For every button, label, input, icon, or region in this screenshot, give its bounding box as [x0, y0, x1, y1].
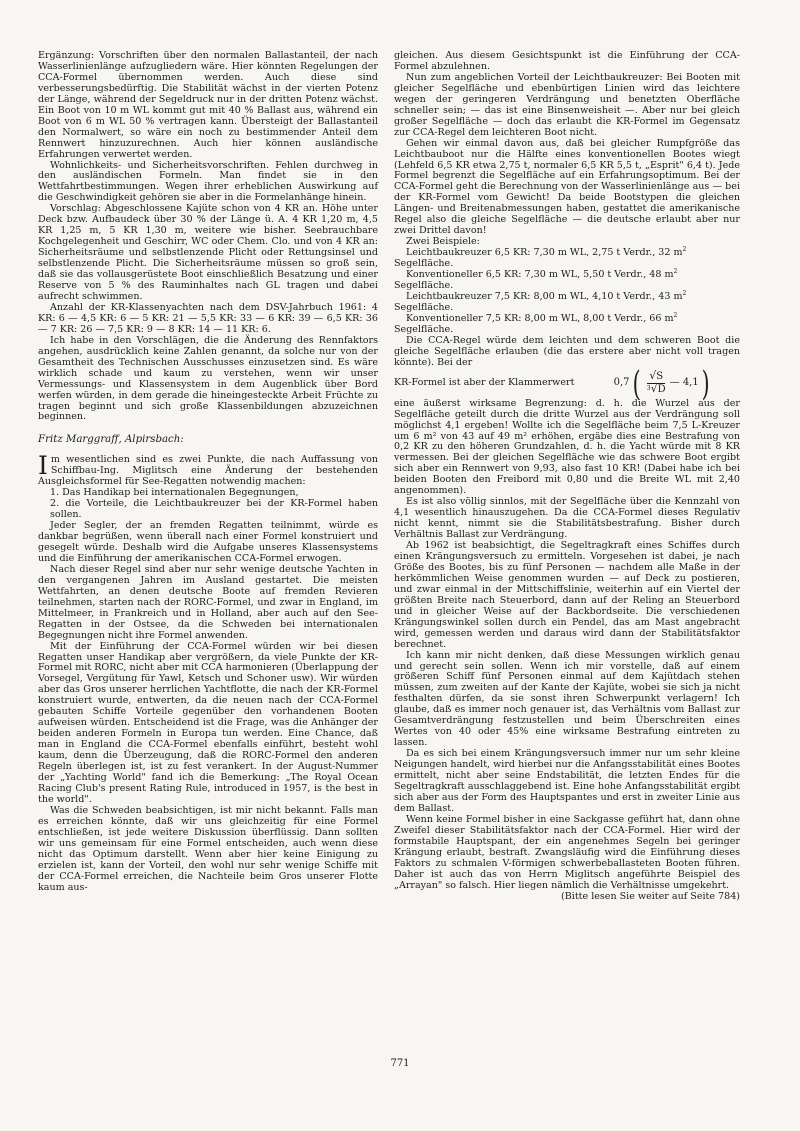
list-item-2: 2. die Vorteile, die Leichtbaukreuzer bei der KR-Formel haben sollen.	[50, 498, 378, 521]
example-4-tail: Segelfläche.	[394, 323, 454, 335]
example-3-tail: Segelfläche.	[394, 301, 454, 313]
paragraph-intro-text: m wesentlichen sind es zwei Punkte, die nach Auffassung von Schiffbau-Ing. Miglitsch eine Änderung der bestehenden Ausgleichsformel für See-Regatten notwendig machen:	[38, 454, 378, 488]
paragraph-messungen: Ich kann mir nicht denken, daß diese Messungen wirklich genau und gerecht sein sollen. Wenn ich mir vorstelle, daß auf einem größeren Schiff fünf Personen einmal auf dem Kajütdach stehen müssen, zum zweiten auf der Kante der Kajüte, wobei sie sich ja nicht festhalten dürfen, da sie sonst ihren Schwerpunkt verlagern! Ich glaube, daß es immer noch genauer ist, das Verhältnis vom Ballast zur Gesamtverdrängung festzustellen und beim Überschreiten eines Wertes von 40 oder 45% eine wirksame Bestrafung eintreten zu lassen.	[394, 649, 740, 749]
formula-right-paren: )	[701, 363, 710, 404]
paragraph-leichtbau: Nun zum angeblichen Vorteil der Leichtbaukreuzer: Bei Booten mit gleicher Segelfläche und ebenbürtigen Linien wird das leichtere wegen der geringeren Verdrängung und benetzten Oberfläche schneller sein; — das ist eine Binsenweisheit —. Aber nur bei gleich großer Segelfläche — doch das erlaubt die KR-Formel im Gegensatz zur CCA-Regel dem leichteren Boot nicht.	[394, 71, 740, 138]
formula-denominator: $^3$√D	[646, 382, 666, 396]
example-3: Leichtbaukreuzer 7,5 KR: 8,00 m WL, 4,10 t Verdr., 43 $m^2$	[406, 289, 687, 302]
paragraph-wohnlichkeit: Wohnlichkeits- und Sicherheitsvorschriften. Fehlen durchweg in den ausländischen Formeln. Man findet sie in den Wettfahrtbestimmungen. Wegen ihrer erheblichen Auswirkung auf die Geschwindigkeit gehören sie aber in die Formelanhänge hinein.	[38, 159, 378, 204]
paragraph-cca-einfuehrung: Mit der Einführung der CCA-Formel würden wir bei diesen Regatten unser Handikap aber vergrößern, da viele Punkte der KR-Formel mit RORC, nicht aber mit CCA harmonieren (Überlappung der Vorsegel, Vergütung für Yawl, Ketsch und Schoner usw). Wir würden aber das Gros unserer herrlichen Yachtflotte, die nach der KR-Formel konstruiert wurde, entwerten, da die neuen nach der CCA-Formel gebauten Schiffe Vorteile gegenüber den vorhandenen Booten aufweisen würden. Entscheidend ist die Frage, was die Anhänger der beiden anderen Formeln in Europa tun werden. Eine Chance, daß man in England die CCA-Formel ebenfalls einführt, besteht wohl kaum, denn die Überzeugung, daß die RORC-Formel den anderen Regeln überlegen ist, ist zu fest verankert. In der August-Nummer der „Yachting World" fand ich die Bemerkung: „The Royal Ocean Racing Club's present Rating Rule, introduced in 1957, is the best in the world".	[38, 640, 378, 805]
paragraph-beispiele: Zwei Beispiele:	[406, 236, 480, 248]
example-2: Konventioneller 6,5 KR: 7,30 m WL, 5,50 t Verdr., 48 $m^2$	[406, 267, 678, 281]
list-item-1: 1. Das Handikap bei internationalen Begegnungen,	[50, 487, 299, 499]
left-column	[38, 51, 378, 893]
klammerwert-formula	[613, 363, 712, 404]
dropcap-letter: I	[38, 451, 48, 481]
formula-line	[394, 363, 740, 404]
paragraph-vorschlag: Vorschlag: Abgeschlossene Kajüte schon von 4 KR an. Höhe unter Deck bzw. Aufbaudeck über 30 % der Länge ü. A. 4 KR 1,20 m, 4,5 KR 1,25 m, 5 KR 1,30 m, weitere wie bisher. Seebrauchbare Kochgelegenheit und Geschirr, WC oder Chem. Clo. und von 4 KR an: Sicherheitsräume und selbstlenzende Plicht oder Rettungsinsel und selbstlenzende Plicht. Die Sicherheitsräume müssen so groß sein, daß sie das vollausgerüstete Boot einschließlich Besatzung und einer Reserve von 5 % des Rauminhaltes nach GL tragen und dabei aufrecht schwimmen.	[38, 203, 378, 302]
formula-fraction	[645, 371, 668, 396]
paragraph-regel: Nach dieser Regel sind aber nur sehr wenige deutsche Yachten in den vergangenen Jahren im Ausland gestartet. Die meisten Wettfahrten, an denen deutsche Boote auf fremden Revieren teilnehmen, starten nach der RORC-Formel, und zwar in England, im Mittelmeer, in Frankreich und in Holland, aber auch auf den See-Regatten in der Ostsee, da die Schweden bei internationalen Begegnungen nicht ihre Formel anwenden.	[38, 563, 378, 641]
paragraph-anzahl: Anzahl der KR-Klassenyachten nach dem DSV-Jahrbuch 1961: 4 KR: 6 — 4,5 KR: 6 — 5 KR: 21 — 5,5 KR: 33 — 6 KR: 39 — 6,5 KR: 36 — 7 KR: 26 — 7,5 KR: 9 — 8 KR: 14 — 11 KR: 6.	[38, 301, 378, 335]
formula-left-paren: (	[632, 363, 641, 404]
formula-coefficient: 0,7	[613, 377, 630, 389]
paragraph-begrenzung: eine äußerst wirksame Begrenzung: d. h. die Wurzel aus der Segelfläche geteilt durch die dritte Wurzel aus der Verdrängung soll möglichst 4,1 ergeben! Wollte ich die Segelfläche beim 7,5 L-Kreuzer um 6 m² von 43 auf 49 m² erhöhen, ergäbe dies eine Bestrafung von 0,2 KR zu den höheren Grundzahlen, d. h. die Yacht würde mit 8 KR vermessen. Bei der gleichen Segelfläche wie das schwere Boot ergibt sich aber ein Rennwert von 9,93, also fast 10 KR! (Dabei habe ich bei beiden Booten den Freibord mit 0,80 und die Breite WL mit 2,40 angenommen).	[394, 397, 740, 497]
paragraph-schweden: Was die Schweden beabsichtigen, ist mir nicht bekannt. Falls man es erreichen könnte, daß wir uns gleichzeitig für eine Formel entschließen, ist jede weitere Diskussion überflüssig. Dann sollten wir uns gemeinsam für eine Formel entscheiden, auch wenn diese nicht das Optimum darstellt. Wenn aber hier keine Einigung zu erzielen ist, kann der Vorteil, den wohl nur sehr wenige Schiffe mit der CCA-Formel erreichen, die Nachteile beim Gros unserer Flotte kaum aus-	[38, 804, 378, 893]
page-number: 771	[390, 1058, 410, 1069]
paragraph-rumpfgroesse: Gehen wir einmal davon aus, daß bei gleicher Rumpfgröße das Leichtbauboot nur die Hälfte eines konventionellen Bootes wiegt (Lehfeld 6,5 KR etwa 2,75 t, normaler 6,5 KR 5,5 t, „Esprit" 6,4 t). Jede Formel begrenzt die Segelfläche auf ein Erfahrungsoptimum. Bei der CCA-Formel geht die Berechnung von der Wasserlinienlänge aus — bei der KR-Formel vom Gewicht! Da beide Bootstypen die gleichen Längen- und Breitenabmessungen haben, gestattet die amerikanische Regel also die gleiche Segelfläche — die deutsche erlaubt aber nur zwei Drittel davon!	[394, 137, 740, 237]
paragraph-continuation: gleichen. Aus diesem Gesichtspunkt ist die Einführung der CCA-Formel abzulehnen.	[394, 50, 740, 72]
example-2-tail: Segelfläche.	[394, 280, 454, 292]
paragraph-intro	[38, 451, 378, 488]
formula-lead-text: KR-Formel ist aber der Klammerwert	[394, 377, 575, 389]
right-column	[394, 51, 740, 902]
paragraph-kraengung: Da es sich bei einem Krängungsversuch immer nur um sehr kleine Neigungen handelt, wird hierbei nur die Anfangsstabilität eines Bootes ermittelt, nicht aber seine Endstabilität, die letzten Endes für die Segeltragkraft ausschlaggebend ist. Eine hohe Anfangsstabilität ergibt sich aber aus der Form des Hauptspantes und erst in zweiter Linie aus dem Ballast.	[394, 748, 740, 814]
paragraph-cca-regel: Die CCA-Regel würde dem leichten und dem schweren Boot die gleiche Segelfläche erlauben (die das erstere aber nicht voll tragen könnte). Bei der	[394, 334, 740, 368]
example-4: Konventioneller 7,5 KR: 8,00 m WL, 8,00 t Verdr., 66 $m^2$	[406, 311, 678, 324]
paragraph-segler: Jeder Segler, der an fremden Regatten teilnimmt, würde es dankbar begrüßen, wenn überall nach einer Formel konstruiert und gesegelt würde. Deshalb wird die Aufgabe unseres Klassensystems und die Einführung der amerikanischen CCA-Formel erwogen.	[38, 520, 378, 564]
paragraph-1962: Ab 1962 ist beabsichtigt, die Segeltragkraft eines Schiffes durch einen Krängungsversuch zu ermitteln. Vorgesehen ist dabei, je nach Größe des Bootes, bis zu fünf Personen — nachdem alle Maße in der herkömmlichen Weise genommen wurden — auf Deck zu postieren, und zwar einmal in der Mittschiffslinie, weiterhin auf ein Viertel der größten Breite nach Steuerbord, dann auf der Reling an Steuerbord und in gleicher Weise auf der Backbordseite. Die verschiedenen Krängungswinkel sollen durch ein Pendel, das am Mast angebracht wird, gemessen werden und daraus wird dann der Stabilitätsfaktor berechnet.	[394, 540, 740, 650]
example-1: Leichtbaukreuzer 6,5 KR: 7,30 m WL, 2,75 t Verdr., 32 $m^2$	[406, 245, 687, 259]
author-heading: Fritz Marggraff, Alpirsbach:	[38, 434, 184, 446]
example-1-tail: Segelfläche.	[394, 258, 454, 270]
formula-minus-term: — 4,1	[669, 377, 699, 389]
formula-numerator: √S	[649, 369, 664, 383]
continued-note: (Bitte lesen Sie weiter auf Seite 784)	[561, 890, 740, 902]
paragraph-ergaenzung: Ergänzung: Vorschriften über den normalen Ballastanteil, der nach Wasserlinienlänge aufzugliedern wäre. Hier könnten Regelungen der CCA-Formel übernommen werden. Auch diese sind verbesserungsbedürftig. Die Stabilität wächst in der vierten Potenz der Länge, während der Segeldruck nur in der dritten Potenz wächst. Ein Boot von 10 m WL kommt gut mit 40 % Ballast aus, während ein Boot von 6 m WL 50 % vertragen kann. Übersteigt der Ballastanteil den Normalwert, so wäre ein noch zu bestimmender Anteil dem Rennwert hinzuzurechnen. Auch hier können ausländische Erfahrungen verwertet werden.	[38, 50, 378, 160]
paragraph-sackgasse: Wenn keine Formel bisher in eine Sackgasse geführt hat, dann ohne Zweifel dieser Stabilitätsfaktor nach der CCA-Formel. Hier wird der formstabile Hauptspant, der ein angenehmes Segeln bei geringer Krängung erlaubt, bestraft. Zwangsläufig wird die Einführung dieses Faktors zu schmalen V-förmigen schwerbeballasteten Booten führen. Daher ist auch das von Herrn Miglitsch angeführte Beispiel des „Arrayan" so falsch. Hier liegen nämlich die Verhältnisse umgekehrt.	[394, 813, 740, 891]
paragraph-sinnlos: Es ist also völlig sinnlos, mit der Segelfläche über die Kennzahl von 4,1 wesentlich hinauszugehen. Da die CCA-Formel dieses Regulativ nicht kennt, nimmt sie die Stabilitätsbestrafung. Bisher durch Verhältnis Ballast zur Verdrängung.	[394, 496, 740, 541]
paragraph-rennfaktor: Ich habe in den Vorschlägen, die die Änderung des Rennfaktors angehen, ausdrücklich keine Zahlen genannt, da solche nur von der Gesamtheit des Technischen Ausschusses einzusetzen sind. Es wäre wirklich schade und kaum zu verstehen, wenn wir unser Vermessungs- und Klassensystem in dem Augenblick über Bord werfen würden, in dem gerade die hineingesteckte Arbeit Früchte zu tragen beginnt und sich große Klassenbildungen abzuzeichnen beginnen.	[38, 334, 378, 423]
